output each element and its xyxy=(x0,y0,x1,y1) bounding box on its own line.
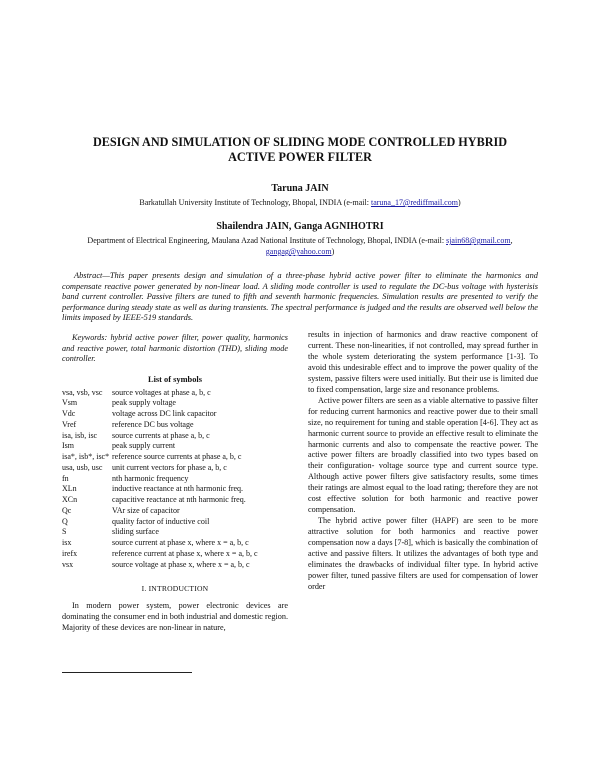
symbol-code: vsx xyxy=(62,559,74,569)
symbol-row xyxy=(62,420,288,431)
symbol-code: Q xyxy=(62,516,68,526)
symbol-description: sliding surface xyxy=(112,527,159,537)
symbol-description: reference DC bus voltage xyxy=(112,419,194,429)
symbol-description: VAr size of capacitor xyxy=(112,505,180,515)
symbol-row xyxy=(62,517,288,528)
symbol-code: isx xyxy=(62,538,72,548)
affiliation-1 xyxy=(40,197,560,208)
symbol-row xyxy=(62,495,288,506)
symbol-row xyxy=(62,474,288,485)
symbol-description: capacitive reactance at nth harmonic freq. xyxy=(112,495,246,505)
intro-paragraph-active-filters: Active power filters are seen as a viable alternative to passive filter for reducing current harmonics and reactive power due to their small size, no requirement for tuning and stable operation [4-6]. They act as harmonic current source to provide an effective result to eliminate the harmonic currents and also to compensate the reactive power. The active power filters are broadly classified into two types based on their configuration- voltage source type and current source type. Although active power filters give satisfactory results, some times their ratings are almost equal to the load rating; therefore they are not cost effective solution for both harmonic and reactive power compensation. xyxy=(308,395,538,515)
symbol-description: reference current at phase x, where x = a, b, c xyxy=(112,548,258,558)
symbol-row xyxy=(62,441,288,452)
symbol-row xyxy=(62,549,288,560)
symbol-code: vsa, vsb, vsc xyxy=(62,387,103,397)
symbol-code: usa, usb, usc xyxy=(62,462,103,472)
section-heading-introduction: I. INTRODUCTION xyxy=(141,584,209,594)
author-2-email-link[interactable]: sjain68@gmail.com xyxy=(446,236,511,245)
symbol-code: Ism xyxy=(62,441,74,451)
symbol-description: source currents at phase a, b, c xyxy=(112,430,210,440)
author-1: Taruna JAIN xyxy=(271,183,329,194)
symbol-description: voltage across DC link capacitor xyxy=(112,409,217,419)
symbol-code: irefx xyxy=(62,548,78,558)
footnote-rule xyxy=(62,672,192,673)
symbol-row xyxy=(62,527,288,538)
symbols-title: List of symbols xyxy=(148,374,202,384)
symbol-description: source voltages at phase a, b, c xyxy=(112,387,211,397)
affiliation-2-sep: , xyxy=(510,236,513,245)
left-column xyxy=(62,333,288,634)
symbol-code: XCn xyxy=(62,495,78,505)
symbols-list xyxy=(62,388,288,571)
symbol-row xyxy=(62,538,288,549)
symbol-code: Qc xyxy=(62,505,72,515)
symbol-description: source voltage at phase x, where x = a, b, c xyxy=(112,559,250,569)
affiliation-2-close: ) xyxy=(331,247,335,256)
symbol-code: fn xyxy=(62,473,69,483)
author-1-email-link[interactable]: taruna_17@rediffmail.com xyxy=(370,198,458,207)
symbol-code: S xyxy=(62,527,67,537)
title-line-2: ACTIVE POWER FILTER xyxy=(228,150,372,164)
symbol-description: source current at phase x, where x = a, b, c xyxy=(112,538,249,548)
symbol-row xyxy=(62,463,288,474)
right-column xyxy=(308,330,538,593)
symbol-code: isa*, isb*, isc* xyxy=(62,452,110,462)
affiliation-2 xyxy=(60,235,540,257)
symbol-row xyxy=(62,506,288,517)
author-3-email-link[interactable]: gangag@yahoo.com xyxy=(265,247,332,256)
symbol-code: Vsm xyxy=(62,398,78,408)
symbol-code: isa, isb, isc xyxy=(62,430,98,440)
symbol-row xyxy=(62,409,288,420)
symbol-description: peak supply voltage xyxy=(112,398,176,408)
affiliation-1-text: Barkatullah University Institute of Technology, Bhopal, INDIA (e-mail: xyxy=(139,198,371,207)
symbol-row xyxy=(62,388,288,399)
paper-title xyxy=(40,135,560,165)
symbol-description: peak supply current xyxy=(112,441,176,451)
affiliation-2-text: Department of Electrical Engineering, Maulana Azad National Institute of Technology, Bhopal, INDIA (e-mail: xyxy=(87,236,447,245)
symbol-description: unit current vectors for phase a, b, c xyxy=(112,462,227,472)
symbol-code: XLn xyxy=(62,484,77,494)
intro-paragraph-left: In modern power system, power electronic devices are dominating the consumer end in both industrial and domestic region. Majority of these devices are non-linear in nature, xyxy=(62,601,288,633)
symbol-row xyxy=(62,484,288,495)
author-2: Shailendra JAIN, Ganga AGNIHOTRI xyxy=(216,221,384,232)
symbol-description: reference source currents at phase a, b, c xyxy=(112,452,242,462)
abstract: Abstract—This paper presents design and simulation of a three-phase hybrid active power filter to eliminate the harmonics and compensate reactive power generated by non-linear load. A sliding mode controller is used to regulate the DC-bus voltage with hysterisis band current controller. Passive filters are tuned to fifth and seventh harmonic frequencies. Simulation results are presented to verify the performance during steady state as well as during transients. The spectral performance is judged and the results are observed well below the limits imposed by IEEE-519 standards. xyxy=(62,271,538,323)
affiliation-1-close: ) xyxy=(457,198,461,207)
intro-paragraph-hybrid-filters: The hybrid active power filter (HAPF) are seen to be more attractive solution for both harmonics and reactive power compensation now a days [7-8], which is basically the combination of active and passive filters. It utilizes the advantages of both type and eliminates the drawbacks of individual filter type. In hybrid active power filter, tuned passive filters are used for compensation of lower order xyxy=(308,516,538,591)
symbol-row xyxy=(62,398,288,409)
title-line-1: DESIGN AND SIMULATION OF SLIDING MODE CONTROLLED HYBRID xyxy=(92,135,508,149)
symbol-description: nth harmonic frequency xyxy=(112,473,189,483)
symbol-description: quality factor of inductive coil xyxy=(112,516,210,526)
keywords: Keywords: hybrid active power filter, power quality, harmonics and reactive power, total harmonic distortion (THD), sliding mode controller. xyxy=(62,333,288,364)
symbol-code: Vref xyxy=(62,419,77,429)
intro-paragraph-continued: results in injection of harmonics and draw reactive component of current. These non-linearities, if not controlled, may spread further in the whole system deteriorating the system performance [1-3]. To avoid this undesirable effect and to improve the power quality of the system, passive filters were used initially. But their use is limited due to fixed compensation, large size and resonance problems. xyxy=(308,330,538,394)
symbol-description: inductive reactance at nth harmonic freq. xyxy=(112,484,244,494)
symbol-row xyxy=(62,431,288,442)
symbol-row xyxy=(62,452,288,463)
symbol-row xyxy=(62,560,288,571)
symbol-code: Vdc xyxy=(62,409,76,419)
